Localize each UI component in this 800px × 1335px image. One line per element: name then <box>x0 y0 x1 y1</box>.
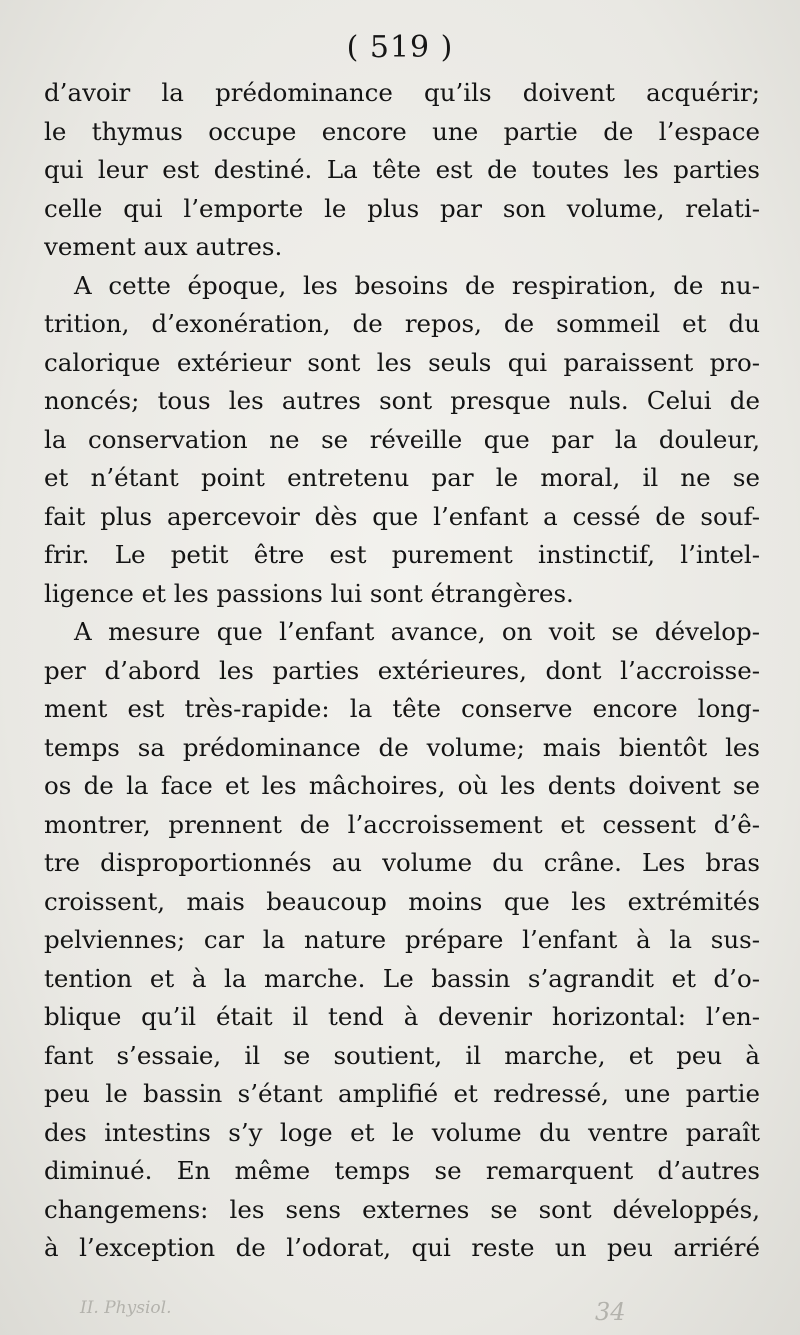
signature-mark: II. Physiol. <box>80 1298 172 1318</box>
text-line: et n’étant point entretenu par le moral, il ne se <box>44 463 760 492</box>
text-line: noncés; tous les autres sont presque nuls. Celui de <box>44 386 760 415</box>
text-line: diminué. En même temps se remarquent d’autres <box>44 1156 760 1185</box>
page-number-header: ( 519 ) <box>346 30 454 65</box>
text-line: ligence et les passions lui sont étrangères. <box>44 578 574 608</box>
text-line: per d’abord les parties extérieures, dont l’accroisse- <box>44 655 760 685</box>
text-line: ment est très-rapide: la tête conserve encore long- <box>44 694 760 723</box>
text-line: pelviennes; car la nature prépare l’enfant à la sus- <box>44 925 760 954</box>
text-line: vement aux autres. <box>44 232 283 261</box>
text-line: temps sa prédominance de volume; mais bientôt les <box>44 732 760 762</box>
text-line: A mesure que l’enfant avance, on voit se dévelop- <box>74 617 760 646</box>
text-line: tre disproportionnés au volume du crâne. Les bras <box>44 848 760 877</box>
text-line: fait plus apercevoir dès que l’enfant a cessé de souf- <box>44 501 760 531</box>
text-line: la conservation ne se réveille que par la douleur, <box>44 424 760 454</box>
signature-number: 34 <box>595 1298 626 1326</box>
text-line: os de la face et les mâchoires, où les dents doivent se <box>44 771 760 800</box>
text-line: frir. Le petit être est purement instinctif, l’intel- <box>44 540 760 569</box>
text-line: croissent, mais beaucoup moins que les extrémités <box>44 886 760 916</box>
text-line: le thymus occupe encore une partie de l’espace <box>44 116 760 146</box>
text-line: peu le bassin s’étant amplifié et redressé, une partie <box>44 1079 760 1108</box>
text-line: celle qui l’emporte le plus par son volume, relati- <box>44 193 760 223</box>
text-line: qui leur est destiné. La tête est de toutes les parties <box>44 155 760 184</box>
text-line: trition, d’exonération, de repos, de sommeil et du <box>44 309 760 338</box>
text-line: blique qu’il était il tend à devenir horizontal: l’en- <box>44 1002 760 1031</box>
text-line: d’avoir la prédominance qu’ils doivent acquérir; <box>44 78 760 107</box>
text-line: tention et à la marche. Le bassin s’agrandit et d’o- <box>44 963 760 993</box>
body-text <box>44 74 760 1268</box>
text-line: calorique extérieur sont les seuls qui paraissent pro- <box>44 347 760 377</box>
text-line: à l’exception de l’odorat, qui reste un peu arriéré <box>44 1233 760 1262</box>
text-line: fant s’essaie, il se soutient, il marche, et peu à <box>44 1040 760 1070</box>
text-line: montrer, prennent de l’accroissement et cessent d’ê- <box>44 809 760 839</box>
text-line: changemens: les sens externes se sont développés, <box>44 1194 760 1224</box>
text-line: des intestins s’y loge et le volume du ventre paraît <box>44 1117 760 1147</box>
text-line: A cette époque, les besoins de respiration, de nu- <box>74 270 760 300</box>
